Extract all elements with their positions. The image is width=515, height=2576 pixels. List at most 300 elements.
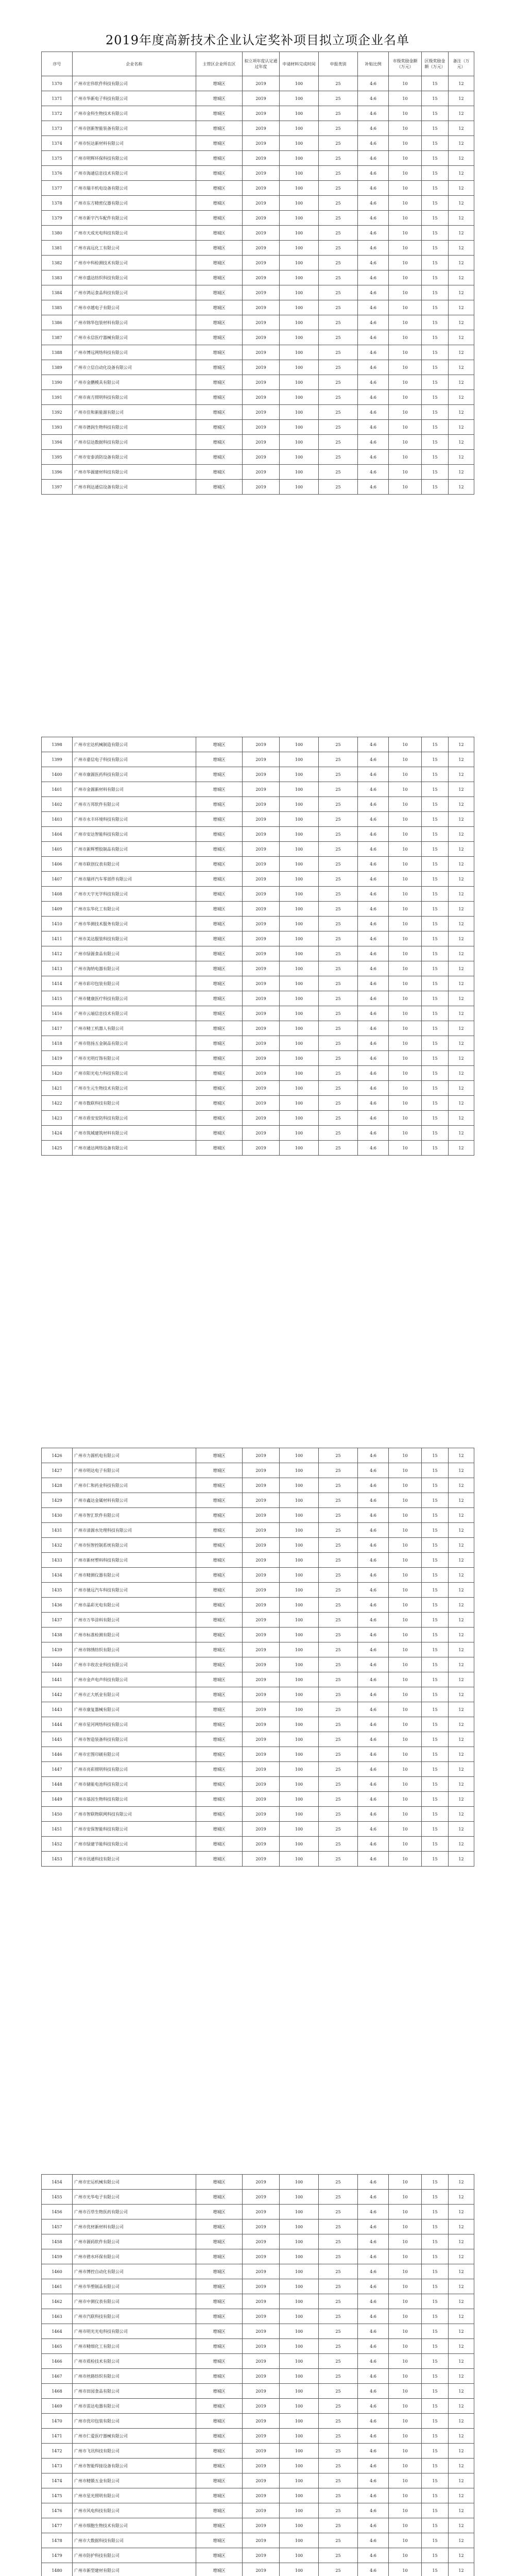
ratio-cell: 4:6 xyxy=(358,256,389,270)
row-number-cell: 1457 xyxy=(42,2219,73,2234)
ratio-cell: 4:6 xyxy=(358,1523,389,1538)
company-name-cell: 广州市东方精密仪器有限公司 xyxy=(73,196,196,211)
company-name-cell: 广州市汽联科技有限公司 xyxy=(73,2309,196,2324)
ratio-cell: 4:6 xyxy=(358,1732,389,1747)
city-reward-cell: 10 xyxy=(389,2473,422,2488)
row-number-cell: 1449 xyxy=(42,1792,73,1807)
district-reward-cell: 15 xyxy=(422,961,449,976)
ratio-cell: 4:6 xyxy=(358,1508,389,1523)
district-cell: 增城区 xyxy=(196,2354,243,2369)
remark-cell: 12 xyxy=(449,2264,474,2279)
city-reward-cell: 10 xyxy=(389,2279,422,2294)
company-name-cell: 广州市永信医疗器械有限公司 xyxy=(73,330,196,345)
category-cell: 25 xyxy=(319,2294,358,2309)
district-reward-cell: 15 xyxy=(422,2399,449,2414)
year-cell: 2019 xyxy=(243,1642,280,1657)
ratio-cell: 4:6 xyxy=(358,797,389,812)
materials-cell: 100 xyxy=(280,1508,319,1523)
category-cell: 25 xyxy=(319,450,358,465)
remark-cell: 12 xyxy=(449,2488,474,2503)
district-reward-cell: 15 xyxy=(422,390,449,405)
row-number-cell: 1477 xyxy=(42,2518,73,2533)
materials-cell: 100 xyxy=(280,420,319,435)
year-cell: 2019 xyxy=(243,2533,280,2548)
category-cell: 25 xyxy=(319,166,358,181)
district-reward-cell: 15 xyxy=(422,887,449,902)
district-reward-cell: 15 xyxy=(422,2503,449,2518)
category-cell: 25 xyxy=(319,1777,358,1792)
ratio-cell: 4:6 xyxy=(358,2339,389,2354)
remark-cell: 12 xyxy=(449,2414,474,2429)
ratio-cell: 4:6 xyxy=(358,1096,389,1111)
table-row xyxy=(42,315,474,330)
table-row xyxy=(42,752,474,767)
ratio-cell: 4:6 xyxy=(358,1822,389,1837)
district-cell: 增城区 xyxy=(196,1702,243,1717)
company-name-cell: 广州市金科生物技术有限公司 xyxy=(73,106,196,121)
materials-cell: 100 xyxy=(280,330,319,345)
district-cell: 增城区 xyxy=(196,842,243,857)
city-reward-cell: 10 xyxy=(389,2384,422,2399)
district-reward-cell: 15 xyxy=(422,1096,449,1111)
table-row xyxy=(42,390,474,405)
city-reward-cell: 10 xyxy=(389,2324,422,2339)
materials-cell: 100 xyxy=(280,121,319,136)
remark-cell: 12 xyxy=(449,1583,474,1598)
category-cell: 25 xyxy=(319,2324,358,2339)
district-reward-cell: 15 xyxy=(422,480,449,495)
row-number-cell: 1437 xyxy=(42,1613,73,1628)
category-cell: 25 xyxy=(319,1538,358,1553)
row-number-cell: 1434 xyxy=(42,1568,73,1583)
year-cell: 2019 xyxy=(243,420,280,435)
row-number-cell: 1395 xyxy=(42,450,73,465)
category-cell: 25 xyxy=(319,1687,358,1702)
city-reward-cell: 10 xyxy=(389,946,422,961)
company-name-cell: 广州市通达网络设备有限公司 xyxy=(73,1141,196,1156)
materials-cell: 100 xyxy=(280,256,319,270)
district-cell: 增城区 xyxy=(196,2309,243,2324)
company-name-cell: 广州市精工机器人有限公司 xyxy=(73,1021,196,1036)
company-name-cell: 广州市星光照明有限公司 xyxy=(73,2488,196,2503)
district-cell: 增城区 xyxy=(196,1126,243,1141)
table-row xyxy=(42,767,474,782)
district-reward-cell: 15 xyxy=(422,1837,449,1852)
row-number-cell: 1410 xyxy=(42,917,73,931)
year-cell: 2019 xyxy=(243,1762,280,1777)
row-number-cell: 1476 xyxy=(42,2503,73,2518)
category-cell: 25 xyxy=(319,2175,358,2190)
district-cell: 增城区 xyxy=(196,2384,243,2399)
ratio-cell: 4:6 xyxy=(358,1657,389,1672)
district-reward-cell: 15 xyxy=(422,136,449,151)
district-reward-cell: 15 xyxy=(422,315,449,330)
district-cell: 增城区 xyxy=(196,1036,243,1051)
district-cell: 增城区 xyxy=(196,782,243,797)
remark-cell: 12 xyxy=(449,2369,474,2384)
district-cell: 增城区 xyxy=(196,2488,243,2503)
ratio-cell: 4:6 xyxy=(358,2175,389,2190)
district-cell: 增城区 xyxy=(196,241,243,256)
materials-cell: 100 xyxy=(280,1126,319,1141)
table-row xyxy=(42,976,474,991)
year-cell: 2019 xyxy=(243,2384,280,2399)
remark-cell: 12 xyxy=(449,2339,474,2354)
company-name-cell: 广州市新材塑料科技有限公司 xyxy=(73,1553,196,1568)
year-cell: 2019 xyxy=(243,2234,280,2249)
ratio-cell: 4:6 xyxy=(358,211,389,226)
materials-cell: 100 xyxy=(280,2175,319,2190)
city-reward-cell: 10 xyxy=(389,1051,422,1066)
district-cell: 增城区 xyxy=(196,270,243,285)
category-cell: 25 xyxy=(319,2533,358,2548)
company-name-cell: 广州市美达服装科技有限公司 xyxy=(73,931,196,946)
city-reward-cell: 10 xyxy=(389,1732,422,1747)
company-name-cell: 广州市光华电子有限公司 xyxy=(73,2190,196,2205)
company-name-cell: 广州市储能电池科技有限公司 xyxy=(73,1777,196,1792)
city-reward-cell: 10 xyxy=(389,961,422,976)
materials-cell: 100 xyxy=(280,737,319,752)
row-number-cell: 1462 xyxy=(42,2294,73,2309)
row-number-cell: 1377 xyxy=(42,181,73,196)
ratio-cell: 4:6 xyxy=(358,450,389,465)
year-cell: 2019 xyxy=(243,857,280,872)
city-reward-cell: 10 xyxy=(389,827,422,842)
remark-cell: 12 xyxy=(449,256,474,270)
city-reward-cell: 10 xyxy=(389,1598,422,1613)
category-cell: 25 xyxy=(319,1096,358,1111)
year-cell: 2019 xyxy=(243,315,280,330)
remark-cell: 12 xyxy=(449,241,474,256)
ratio-cell: 4:6 xyxy=(358,842,389,857)
row-number-cell: 1443 xyxy=(42,1702,73,1717)
year-cell: 2019 xyxy=(243,1478,280,1493)
materials-cell: 100 xyxy=(280,991,319,1006)
category-cell: 25 xyxy=(319,1568,358,1583)
company-name-cell: 广州市彩印包装有限公司 xyxy=(73,976,196,991)
category-cell: 25 xyxy=(319,76,358,91)
district-reward-cell: 15 xyxy=(422,737,449,752)
table-row xyxy=(42,737,474,752)
table-row xyxy=(42,375,474,390)
materials-cell: 100 xyxy=(280,1657,319,1672)
table-row xyxy=(42,121,474,136)
table-row xyxy=(42,1006,474,1021)
district-cell: 增城区 xyxy=(196,121,243,136)
remark-cell: 12 xyxy=(449,1568,474,1583)
ratio-cell: 4:6 xyxy=(358,1777,389,1792)
year-cell: 2019 xyxy=(243,1613,280,1628)
ratio-cell: 4:6 xyxy=(358,405,389,420)
row-number-cell: 1433 xyxy=(42,1553,73,1568)
table-row xyxy=(42,2563,474,2576)
table-row xyxy=(42,226,474,241)
table-row xyxy=(42,2354,474,2369)
row-number-cell: 1400 xyxy=(42,767,73,782)
category-cell: 25 xyxy=(319,1126,358,1141)
remark-cell: 12 xyxy=(449,345,474,360)
category-cell: 25 xyxy=(319,211,358,226)
company-name-cell: 广州市明辉环保科技有限公司 xyxy=(73,151,196,166)
category-cell: 25 xyxy=(319,1717,358,1732)
company-name-cell: 广州市筑城建筑材料有限公司 xyxy=(73,1126,196,1141)
ratio-cell: 4:6 xyxy=(358,121,389,136)
category-cell: 25 xyxy=(319,842,358,857)
table-body xyxy=(42,1448,474,1867)
ratio-cell: 4:6 xyxy=(358,1747,389,1762)
ratio-cell: 4:6 xyxy=(358,1792,389,1807)
remark-cell: 12 xyxy=(449,1598,474,1613)
ratio-cell: 4:6 xyxy=(358,1837,389,1852)
table-row xyxy=(42,420,474,435)
materials-cell: 100 xyxy=(280,285,319,300)
table-page xyxy=(41,2174,474,2576)
city-reward-cell: 10 xyxy=(389,1837,422,1852)
remark-cell: 12 xyxy=(449,1036,474,1051)
city-reward-cell: 10 xyxy=(389,2503,422,2518)
year-cell: 2019 xyxy=(243,1066,280,1081)
year-cell: 2019 xyxy=(243,1126,280,1141)
ratio-cell: 4:6 xyxy=(358,752,389,767)
remark-cell: 12 xyxy=(449,1717,474,1732)
district-reward-cell: 15 xyxy=(422,2294,449,2309)
city-reward-cell: 10 xyxy=(389,767,422,782)
table-row xyxy=(42,857,474,872)
materials-cell: 100 xyxy=(280,2294,319,2309)
row-number-cell: 1447 xyxy=(42,1762,73,1777)
category-cell: 25 xyxy=(319,405,358,420)
column-header: 企业名称 xyxy=(73,52,196,76)
table-row xyxy=(42,797,474,812)
row-number-cell: 1393 xyxy=(42,420,73,435)
remark-cell: 12 xyxy=(449,737,474,752)
year-cell: 2019 xyxy=(243,300,280,315)
table-row xyxy=(42,1538,474,1553)
company-name-cell: 广州市丰收农业科技有限公司 xyxy=(73,1657,196,1672)
category-cell: 25 xyxy=(319,375,358,390)
company-name-cell: 广州市恒智控制系统有限公司 xyxy=(73,1538,196,1553)
remark-cell: 12 xyxy=(449,270,474,285)
company-name-cell: 广州市万华涂料有限公司 xyxy=(73,1613,196,1628)
company-name-cell: 广州市安泰消防设备有限公司 xyxy=(73,450,196,465)
company-name-cell: 广州市华塑制品有限公司 xyxy=(73,2279,196,2294)
ratio-cell: 4:6 xyxy=(358,1702,389,1717)
table-row xyxy=(42,1583,474,1598)
district-reward-cell: 15 xyxy=(422,1822,449,1837)
row-number-cell: 1466 xyxy=(42,2354,73,2369)
ratio-cell: 4:6 xyxy=(358,480,389,495)
district-cell: 增城区 xyxy=(196,151,243,166)
company-name-cell: 广州市绿建节能科技有限公司 xyxy=(73,1837,196,1852)
city-reward-cell: 10 xyxy=(389,420,422,435)
year-cell: 2019 xyxy=(243,2399,280,2414)
table-row xyxy=(42,196,474,211)
column-header: 补贴比例 xyxy=(358,52,389,76)
city-reward-cell: 10 xyxy=(389,2309,422,2324)
category-cell: 25 xyxy=(319,2414,358,2429)
table-row xyxy=(42,1448,474,1463)
table-row xyxy=(42,842,474,857)
city-reward-cell: 10 xyxy=(389,1463,422,1478)
table-row xyxy=(42,1717,474,1732)
district-cell: 增城区 xyxy=(196,1613,243,1628)
category-cell: 25 xyxy=(319,435,358,450)
city-reward-cell: 10 xyxy=(389,1687,422,1702)
remark-cell: 12 xyxy=(449,1642,474,1657)
city-reward-cell: 10 xyxy=(389,2219,422,2234)
district-cell: 增城区 xyxy=(196,737,243,752)
company-name-cell: 广州市细胞生物技术有限公司 xyxy=(73,2518,196,2533)
table-row xyxy=(42,2294,474,2309)
ratio-cell: 4:6 xyxy=(358,1006,389,1021)
remark-cell: 12 xyxy=(449,1081,474,1096)
city-reward-cell: 10 xyxy=(389,226,422,241)
row-number-cell: 1379 xyxy=(42,211,73,226)
city-reward-cell: 10 xyxy=(389,480,422,495)
company-name-cell: 广州市海纳电器有限公司 xyxy=(73,961,196,976)
ratio-cell: 4:6 xyxy=(358,1126,389,1141)
category-cell: 25 xyxy=(319,480,358,495)
row-number-cell: 1446 xyxy=(42,1747,73,1762)
year-cell: 2019 xyxy=(243,1657,280,1672)
district-cell: 增城区 xyxy=(196,902,243,917)
materials-cell: 100 xyxy=(280,2444,319,2459)
city-reward-cell: 10 xyxy=(389,1478,422,1493)
district-reward-cell: 15 xyxy=(422,1066,449,1081)
year-cell: 2019 xyxy=(243,1523,280,1538)
district-reward-cell: 15 xyxy=(422,1493,449,1508)
district-reward-cell: 15 xyxy=(422,1747,449,1762)
year-cell: 2019 xyxy=(243,330,280,345)
category-cell: 25 xyxy=(319,1463,358,1478)
district-reward-cell: 15 xyxy=(422,946,449,961)
district-reward-cell: 15 xyxy=(422,2309,449,2324)
district-reward-cell: 15 xyxy=(422,2219,449,2234)
district-cell: 增城区 xyxy=(196,1508,243,1523)
district-reward-cell: 15 xyxy=(422,241,449,256)
year-cell: 2019 xyxy=(243,1036,280,1051)
materials-cell: 100 xyxy=(280,2459,319,2473)
remark-cell: 12 xyxy=(449,2563,474,2576)
company-name-cell: 广州市中科检测技术有限公司 xyxy=(73,256,196,270)
district-cell: 增城区 xyxy=(196,2324,243,2339)
year-cell: 2019 xyxy=(243,902,280,917)
category-cell: 25 xyxy=(319,1111,358,1126)
row-number-cell: 1452 xyxy=(42,1837,73,1852)
city-reward-cell: 10 xyxy=(389,857,422,872)
ratio-cell: 4:6 xyxy=(358,1717,389,1732)
remark-cell: 12 xyxy=(449,917,474,931)
district-cell: 增城区 xyxy=(196,857,243,872)
district-cell: 增城区 xyxy=(196,360,243,375)
ratio-cell: 4:6 xyxy=(358,91,389,106)
category-cell: 25 xyxy=(319,2488,358,2503)
district-cell: 增城区 xyxy=(196,2444,243,2459)
ratio-cell: 4:6 xyxy=(358,1538,389,1553)
district-reward-cell: 15 xyxy=(422,1807,449,1822)
year-cell: 2019 xyxy=(243,211,280,226)
district-cell: 增城区 xyxy=(196,2339,243,2354)
materials-cell: 100 xyxy=(280,1096,319,1111)
remark-cell: 12 xyxy=(449,136,474,151)
column-header: 备注（万元） xyxy=(449,52,474,76)
year-cell: 2019 xyxy=(243,1051,280,1066)
ratio-cell: 4:6 xyxy=(358,2414,389,2429)
remark-cell: 12 xyxy=(449,1126,474,1141)
city-reward-cell: 10 xyxy=(389,1822,422,1837)
row-number-cell: 1456 xyxy=(42,2205,73,2219)
materials-cell: 100 xyxy=(280,1111,319,1126)
table-row xyxy=(42,270,474,285)
table-page xyxy=(41,1448,474,1867)
table-row xyxy=(42,2339,474,2354)
materials-cell: 100 xyxy=(280,76,319,91)
table-row xyxy=(42,1807,474,1822)
column-header: 申请材料完成时间 xyxy=(280,52,319,76)
district-reward-cell: 15 xyxy=(422,872,449,887)
table-row xyxy=(42,902,474,917)
remark-cell: 12 xyxy=(449,2234,474,2249)
remark-cell: 12 xyxy=(449,827,474,842)
year-cell: 2019 xyxy=(243,2429,280,2444)
year-cell: 2019 xyxy=(243,1852,280,1867)
category-cell: 25 xyxy=(319,2518,358,2533)
category-cell: 25 xyxy=(319,1792,358,1807)
category-cell: 25 xyxy=(319,1672,358,1687)
remark-cell: 12 xyxy=(449,2473,474,2488)
district-reward-cell: 15 xyxy=(422,902,449,917)
row-number-cell: 1409 xyxy=(42,902,73,917)
materials-cell: 100 xyxy=(280,1141,319,1156)
materials-cell: 100 xyxy=(280,1066,319,1081)
year-cell: 2019 xyxy=(243,1553,280,1568)
ratio-cell: 4:6 xyxy=(358,2548,389,2563)
row-number-cell: 1430 xyxy=(42,1508,73,1523)
row-number-cell: 1390 xyxy=(42,375,73,390)
column-header: 拟立项年度认定通过年度 xyxy=(243,52,280,76)
district-reward-cell: 15 xyxy=(422,2533,449,2548)
ratio-cell: 4:6 xyxy=(358,181,389,196)
materials-cell: 100 xyxy=(280,2429,319,2444)
city-reward-cell: 10 xyxy=(389,300,422,315)
row-number-cell: 1442 xyxy=(42,1687,73,1702)
row-number-cell: 1425 xyxy=(42,1141,73,1156)
year-cell: 2019 xyxy=(243,991,280,1006)
row-number-cell: 1384 xyxy=(42,285,73,300)
materials-cell: 100 xyxy=(280,827,319,842)
district-cell: 增城区 xyxy=(196,1747,243,1762)
company-name-cell: 广州市防护科技有限公司 xyxy=(73,2548,196,2563)
table-row xyxy=(42,1702,474,1717)
materials-cell: 100 xyxy=(280,2190,319,2205)
city-reward-cell: 10 xyxy=(389,2294,422,2309)
remark-cell: 12 xyxy=(449,2219,474,2234)
company-name-cell: 广州市永丰环境科技有限公司 xyxy=(73,812,196,827)
row-number-cell: 1401 xyxy=(42,782,73,797)
materials-cell: 100 xyxy=(280,1463,319,1478)
year-cell: 2019 xyxy=(243,887,280,902)
company-name-cell: 广州市明光光电科技有限公司 xyxy=(73,2324,196,2339)
district-reward-cell: 15 xyxy=(422,2324,449,2339)
ratio-cell: 4:6 xyxy=(358,1598,389,1613)
ratio-cell: 4:6 xyxy=(358,166,389,181)
city-reward-cell: 10 xyxy=(389,330,422,345)
remark-cell: 12 xyxy=(449,2429,474,2444)
remark-cell: 12 xyxy=(449,1628,474,1642)
remark-cell: 12 xyxy=(449,1006,474,1021)
ratio-cell: 4:6 xyxy=(358,270,389,285)
district-reward-cell: 15 xyxy=(422,121,449,136)
